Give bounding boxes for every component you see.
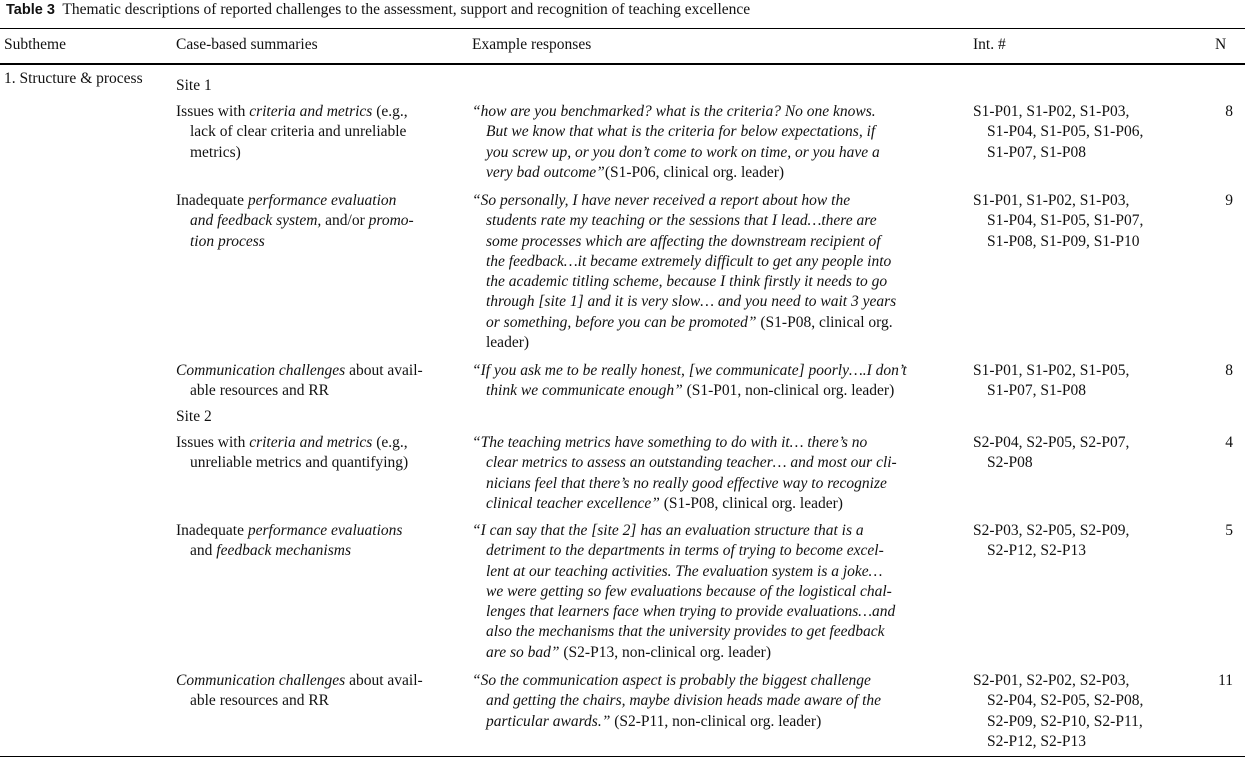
table-caption-text: Thematic descriptions of reported challenges to the assessment, support and recognition of teaching excellence: [62, 1, 751, 18]
table-caption: [6, 0, 750, 20]
count-n: 8: [1225, 362, 1233, 379]
site-label: Site 1: [176, 77, 212, 94]
example-response: “The teaching metrics have something to do with it… there’s no clear metrics to assess an outstanding teacher… and most our cli- nicians feel that there’s no really good effective way to recognize clinical teacher excellence” (S1-P08, clinical org. leader): [472, 434, 897, 512]
case-summary: Inadequate performance evaluation and feedback system, and/or promo- tion process: [176, 192, 414, 250]
count-n: 5: [1225, 522, 1233, 539]
subtheme-label: 1. Structure & process: [4, 70, 143, 87]
header-responses: Example responses: [472, 36, 592, 53]
header-rule: [0, 63, 1245, 65]
count-n: 4: [1225, 434, 1233, 451]
interview-ids: S2-P04, S2-P05, S2-P07, S2-P08: [973, 434, 1130, 472]
count-n: 8: [1225, 103, 1233, 120]
header-summaries: Case-based summaries: [176, 36, 318, 53]
case-summary: Inadequate performance evaluations and feedback mechanisms: [176, 522, 403, 560]
count-n: 11: [1218, 672, 1233, 689]
interview-ids: S2-P03, S2-P05, S2-P09, S2-P12, S2-P13: [973, 522, 1130, 560]
case-summary: Communication challenges about avail- able resources and RR: [176, 362, 423, 400]
example-response: “So personally, I have never received a report about how the students rate my teaching or the sessions that I lead…there are some processes which are affecting the downstream recipient of the feedback…it became extremely difficult to get any people into the academic titling scheme, because I think firstly it needs to go through [site 1] and it is very slow… and you need to wait 3 years or something, before you can be promoted” (S1-P08, clinical org. leader): [472, 192, 897, 352]
interview-ids: S1-P01, S1-P02, S1-P05, S1-P07, S1-P08: [973, 362, 1130, 400]
example-response: “how are you benchmarked? what is the criteria? No one knows. But we know that what is the criteria for below expectations, if you screw up, or you don’t come to work on time, or you have a very bad outcome”(S1-P06, clinical org. leader): [472, 103, 880, 181]
count-n: 9: [1225, 192, 1233, 209]
interview-ids: S1-P01, S1-P02, S1-P03, S1-P04, S1-P05, S1-P06, S1-P07, S1-P08: [973, 103, 1144, 161]
interview-ids: S1-P01, S1-P02, S1-P03, S1-P04, S1-P05, S1-P07, S1-P08, S1-P09, S1-P10: [973, 192, 1144, 250]
site-label: Site 2: [176, 408, 212, 425]
example-response: “I can say that the [site 2] has an evaluation structure that is a detriment to the departments in terms of trying to become excel- lent at our teaching activities. The evaluation system is a joke… we were getting so few evaluations because of the logistical chal- lenges that learners face when trying to provide evaluations…and also the mechanisms that the university provides to get feedback are so bad” (S2-P13, non-clinical org. leader): [472, 522, 896, 661]
case-summary: Issues with criteria and metrics (e.g., lack of clear criteria and unreliable metrics): [176, 103, 408, 161]
case-summary: Issues with criteria and metrics (e.g., unreliable metrics and quantifying): [176, 434, 409, 472]
example-response: “So the communication aspect is probably the biggest challenge and getting the chairs, maybe division heads made aware of the particular awards.” (S2-P11, non-clinical org. leader): [472, 672, 882, 730]
interview-ids: S2-P01, S2-P02, S2-P03, S2-P04, S2-P05, S2-P08, S2-P09, S2-P10, S2-P11, S2-P12, S2-P13: [973, 672, 1144, 750]
case-summary: Communication challenges about avail- able resources and RR: [176, 672, 423, 710]
header-int: Int. #: [973, 36, 1006, 53]
header-subtheme: Subtheme: [4, 36, 66, 53]
bottom-rule: [0, 756, 1245, 757]
top-rule: [0, 28, 1245, 29]
header-n: N: [1215, 36, 1227, 53]
table-label: Table 3: [6, 2, 55, 18]
example-response: “If you ask me to be really honest, [we communicate] poorly….I don’t think we communicate enough” (S1-P01, non-clinical org. leader): [472, 362, 907, 400]
